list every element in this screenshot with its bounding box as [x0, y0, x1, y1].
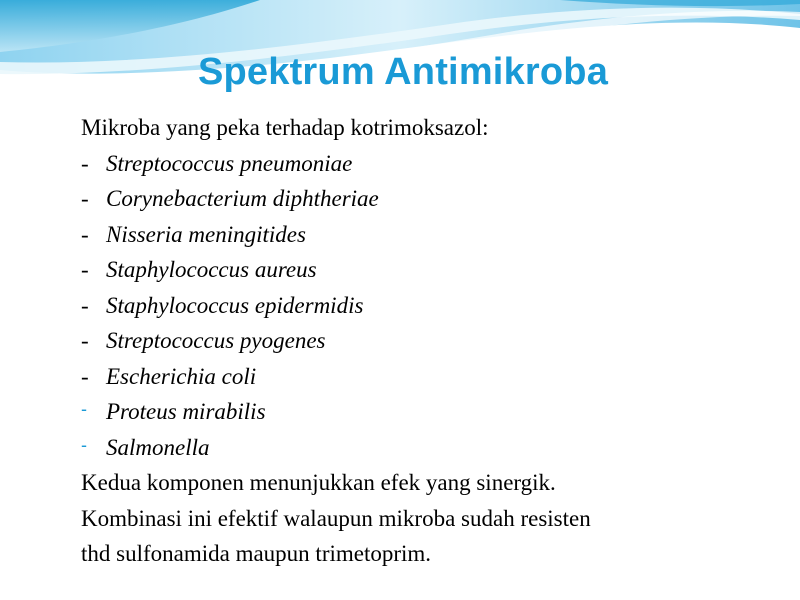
list-item — [81, 430, 781, 466]
organism-name: Salmonella — [106, 434, 210, 460]
dash-bullet: - — [81, 399, 87, 419]
dash-bullet: - — [81, 150, 89, 176]
closing-line: thd sulfonamida maupun trimetoprim. — [81, 541, 432, 566]
closing-line: Kedua komponen menunjukkan efek yang sinergik. — [81, 470, 556, 495]
organism-name: Streptococcus pyogenes — [106, 328, 326, 353]
intro-line: Mikroba yang peka terhadap kotrimoksazol: — [81, 115, 489, 140]
list-item — [81, 359, 781, 395]
list-item — [81, 181, 781, 217]
list-item — [81, 146, 781, 182]
slide-title: Spektrum Antimikroba — [197, 51, 609, 93]
organism-name: Proteus mirabilis — [106, 399, 266, 424]
organism-name: Corynebacterium diphtheriae — [106, 186, 379, 211]
organism-name: Nisseria meningitides — [106, 221, 306, 247]
dash-bullet: - — [81, 186, 89, 211]
organism-name: Streptococcus pneumoniae — [106, 150, 353, 176]
dash-bullet: - — [81, 434, 87, 455]
organism-name: Staphylococcus epidermidis — [106, 292, 364, 318]
organism-name: Escherichia coli — [106, 363, 257, 389]
list-item — [81, 323, 781, 359]
dash-bullet: - — [81, 328, 89, 353]
dash-bullet: - — [81, 363, 89, 389]
list-item — [81, 394, 781, 430]
organism-name: Staphylococcus aureus — [106, 257, 317, 282]
slide-body — [81, 110, 781, 572]
dash-bullet: - — [81, 257, 89, 282]
list-item — [81, 252, 781, 288]
closing-line: Kombinasi ini efektif walaupun mikroba sudah resisten — [81, 505, 591, 531]
dash-bullet: - — [81, 221, 89, 247]
list-item — [81, 288, 781, 324]
dash-bullet: - — [81, 292, 89, 318]
list-item — [81, 217, 781, 253]
